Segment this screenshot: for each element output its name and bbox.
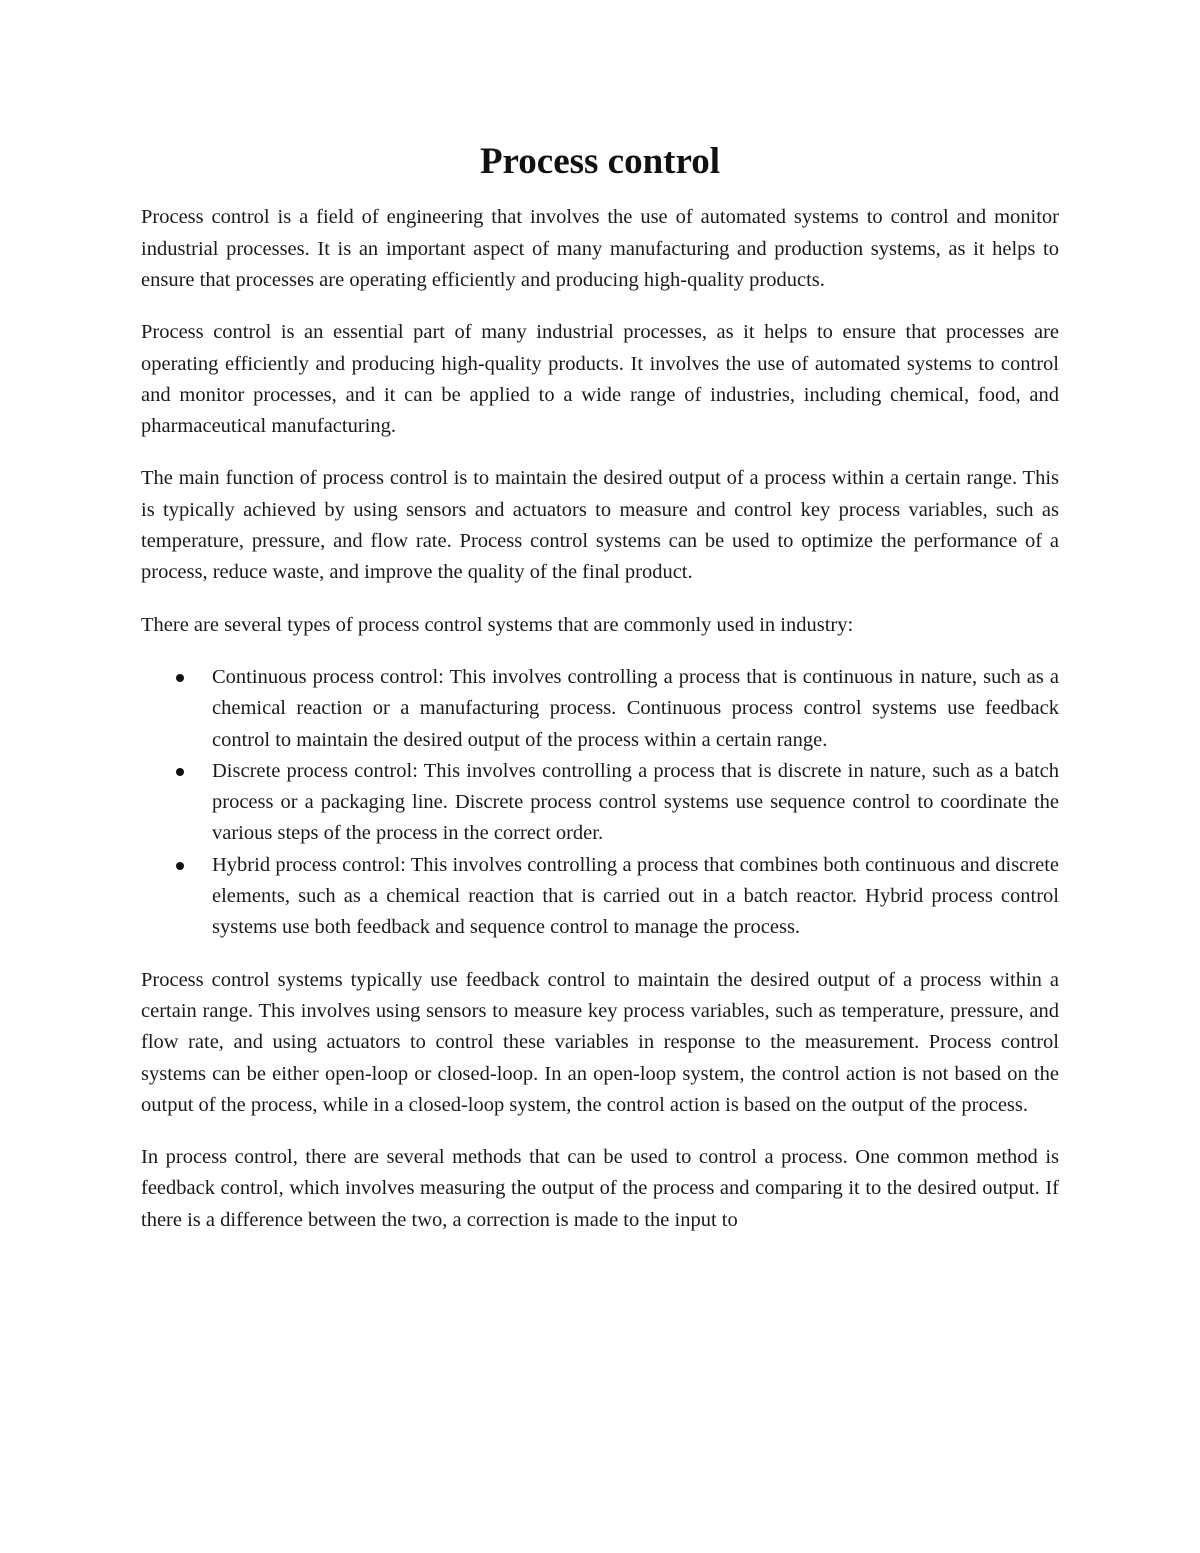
paragraph-feedback: Process control systems typically use feedback control to maintain the desired output of a process within a certain range. This involves using sensors to measure key process variables, such as temperature, pressure, and flow rate, and using actuators to control these variables in response to the measurement. Process control systems can be either open-loop or closed-loop. In an open-loop system, the control action is not based on the output of the process, while in a closed-loop system, the control action is based on the output of the process. bbox=[141, 968, 1059, 1116]
paragraph-types-intro: There are several types of process control systems that are commonly used in industry: bbox=[141, 613, 854, 636]
bullet-icon bbox=[176, 768, 184, 776]
types-list bbox=[141, 662, 1059, 944]
document-title: Process control bbox=[479, 141, 721, 182]
list-item-text: Hybrid process control: This involves controlling a process that combines both continuous and discrete elements, such as a chemical reaction that is carried out in a batch reactor. Hybrid process control systems use both feedback and sequence control to manage the process. bbox=[212, 853, 1059, 939]
list-item bbox=[212, 756, 1059, 850]
list-item-text: Continuous process control: This involves controlling a process that is continuous in nature, such as a chemical reaction or a manufacturing process. Continuous process control systems use feedback control to maintain the desired output of the process within a certain range. bbox=[212, 665, 1059, 751]
list-item bbox=[212, 850, 1059, 944]
paragraph-main-function: The main function of process control is to maintain the desired output of a process within a certain range. This is typically achieved by using sensors and actuators to measure and control key process variables, such as temperature, pressure, and flow rate. Process control systems can be used to optimize the performance of a process, reduce waste, and improve the quality of the final product. bbox=[141, 467, 1059, 584]
paragraph-essential: Process control is an essential part of many industrial processes, as it helps to ensure that processes are operating efficiently and producing high-quality products. It involves the use of automated systems to control and monitor processes, and it can be applied to a wide range of industries, including chemical, food, and pharmaceutical manufacturing. bbox=[141, 321, 1059, 438]
bullet-icon bbox=[176, 674, 184, 682]
paragraph-methods: In process control, there are several methods that can be used to control a process. One common method is feedback control, which involves measuring the output of the process and comparing it to the desired output. If there is a difference between the two, a correction is made to the input to bbox=[141, 1146, 1059, 1231]
list-item-text: Discrete process control: This involves controlling a process that is discrete in nature, such as a batch process or a packaging line. Discrete process control systems use sequence control to coordinate the various steps of the process in the correct order. bbox=[212, 759, 1059, 845]
list-item bbox=[212, 662, 1059, 756]
document-page bbox=[141, 140, 1059, 1257]
paragraph-intro: Process control is a field of engineering that involves the use of automated systems to control and monitor industrial processes. It is an important aspect of many manufacturing and production systems, as it helps to ensure that processes are operating efficiently and producing high-quality products. bbox=[141, 206, 1059, 291]
bullet-icon bbox=[176, 862, 184, 870]
